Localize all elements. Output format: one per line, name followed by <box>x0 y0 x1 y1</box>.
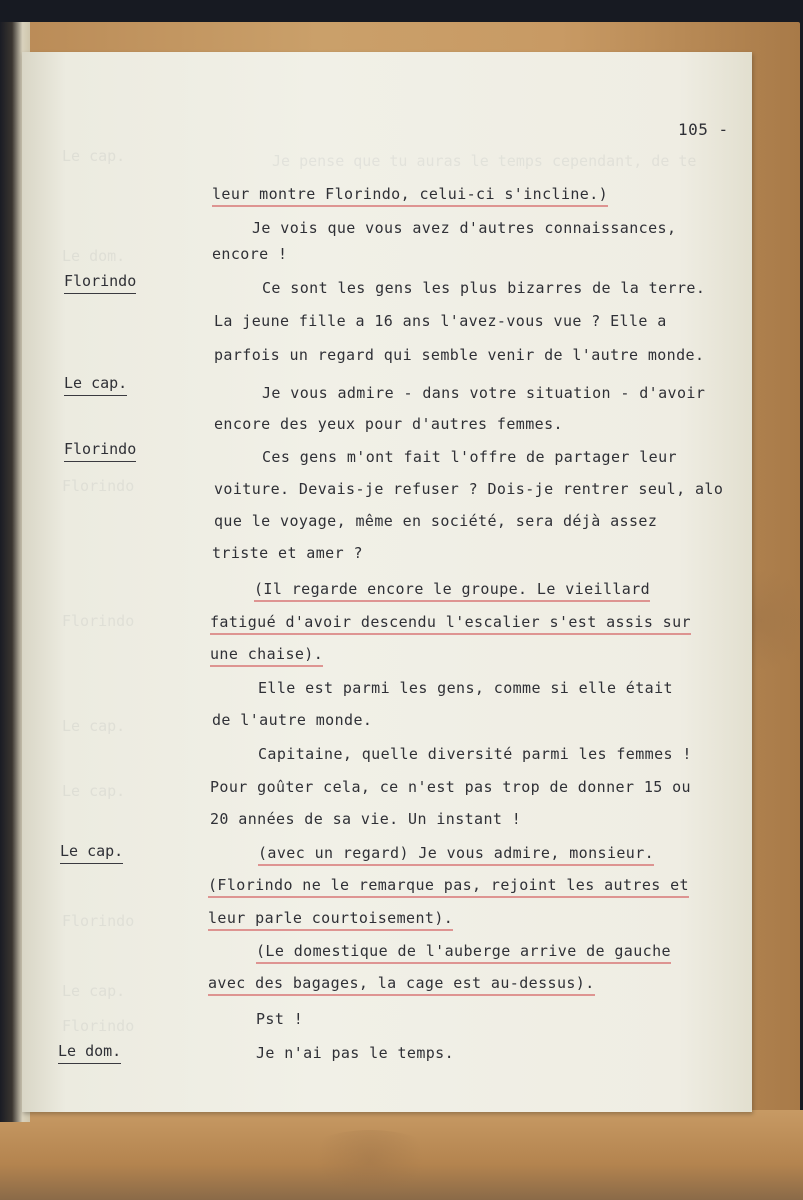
stage-direction-line: une chaise). <box>210 645 323 667</box>
stain <box>300 1130 440 1190</box>
dialogue-line: Je n'ai pas le temps. <box>256 1044 455 1062</box>
stage-direction-line: (avec un regard) Je vous admire, monsieur. <box>258 844 654 866</box>
show-through-text: Florindo <box>62 612 135 630</box>
stage-direction-line: (Florindo ne le remarque pas, rejoint les autres et <box>208 876 689 898</box>
speaker-label: Florindo <box>64 272 136 294</box>
stage-direction-line: (Il regarde encore le groupe. Le vieillard <box>254 580 650 602</box>
dialogue-line: 20 années de sa vie. Un instant ! <box>210 810 522 828</box>
show-through-text: Le cap. <box>62 147 126 165</box>
show-through-text: Florindo <box>62 1017 135 1035</box>
speaker-label: Florindo <box>64 440 136 462</box>
stage-direction-line: fatigué d'avoir descendu l'escalier s'est assis sur <box>210 613 691 635</box>
dialogue-line: Pst ! <box>256 1010 304 1028</box>
dialogue-line: Je vois que vous avez d'autres connaissances, <box>252 219 677 237</box>
page-number: 105 - <box>678 120 729 139</box>
show-through-text: Le cap. <box>62 982 126 1000</box>
dialogue-line: La jeune fille a 16 ans l'avez-vous vue ? Elle a <box>214 312 667 330</box>
dialogue-line: Elle est parmi les gens, comme si elle était <box>258 679 673 697</box>
dialogue-line: Je vous admire - dans votre situation - d'avoir <box>262 384 706 402</box>
dialogue-line: que le voyage, même en société, sera déjà assez <box>214 512 658 530</box>
dialogue-line: Ces gens m'ont fait l'offre de partager leur <box>262 448 677 466</box>
stage-direction-line: leur parle courtoisement). <box>208 909 453 931</box>
speaker-label: Le cap. <box>60 842 123 864</box>
dialogue-line: voiture. Devais-je refuser ? Dois-je rentrer seul, alo <box>214 480 724 498</box>
dialogue-line: Pour goûter cela, ce n'est pas trop de donner 15 ou <box>210 778 691 796</box>
show-through-text: Je pense que tu auras le temps cependant, de te <box>272 152 697 170</box>
speaker-label: Le dom. <box>58 1042 121 1064</box>
show-through-text: Le cap. <box>62 782 126 800</box>
dialogue-line: parfois un regard qui semble venir de l'autre monde. <box>214 346 705 364</box>
typed-page <box>22 52 752 1112</box>
stage-direction-line: leur montre Florindo, celui-ci s'incline.) <box>212 185 608 207</box>
show-through-text: Florindo <box>62 912 135 930</box>
dialogue-line: Ce sont les gens les plus bizarres de la terre. <box>262 279 706 297</box>
stage-direction-line: avec des bagages, la cage est au-dessus). <box>208 974 595 996</box>
speaker-label: Le cap. <box>64 374 127 396</box>
dialogue-line: encore ! <box>212 245 288 263</box>
dialogue-line: encore des yeux pour d'autres femmes. <box>214 415 563 433</box>
show-through-text: Florindo <box>62 477 135 495</box>
dialogue-line: triste et amer ? <box>212 544 363 562</box>
dialogue-line: Capitaine, quelle diversité parmi les femmes ! <box>258 745 692 763</box>
show-through-text: Le cap. <box>62 717 126 735</box>
stage-direction-line: (Le domestique de l'auberge arrive de gauche <box>256 942 671 964</box>
show-through-text: Le dom. <box>62 247 126 265</box>
dialogue-line: de l'autre monde. <box>212 711 373 729</box>
